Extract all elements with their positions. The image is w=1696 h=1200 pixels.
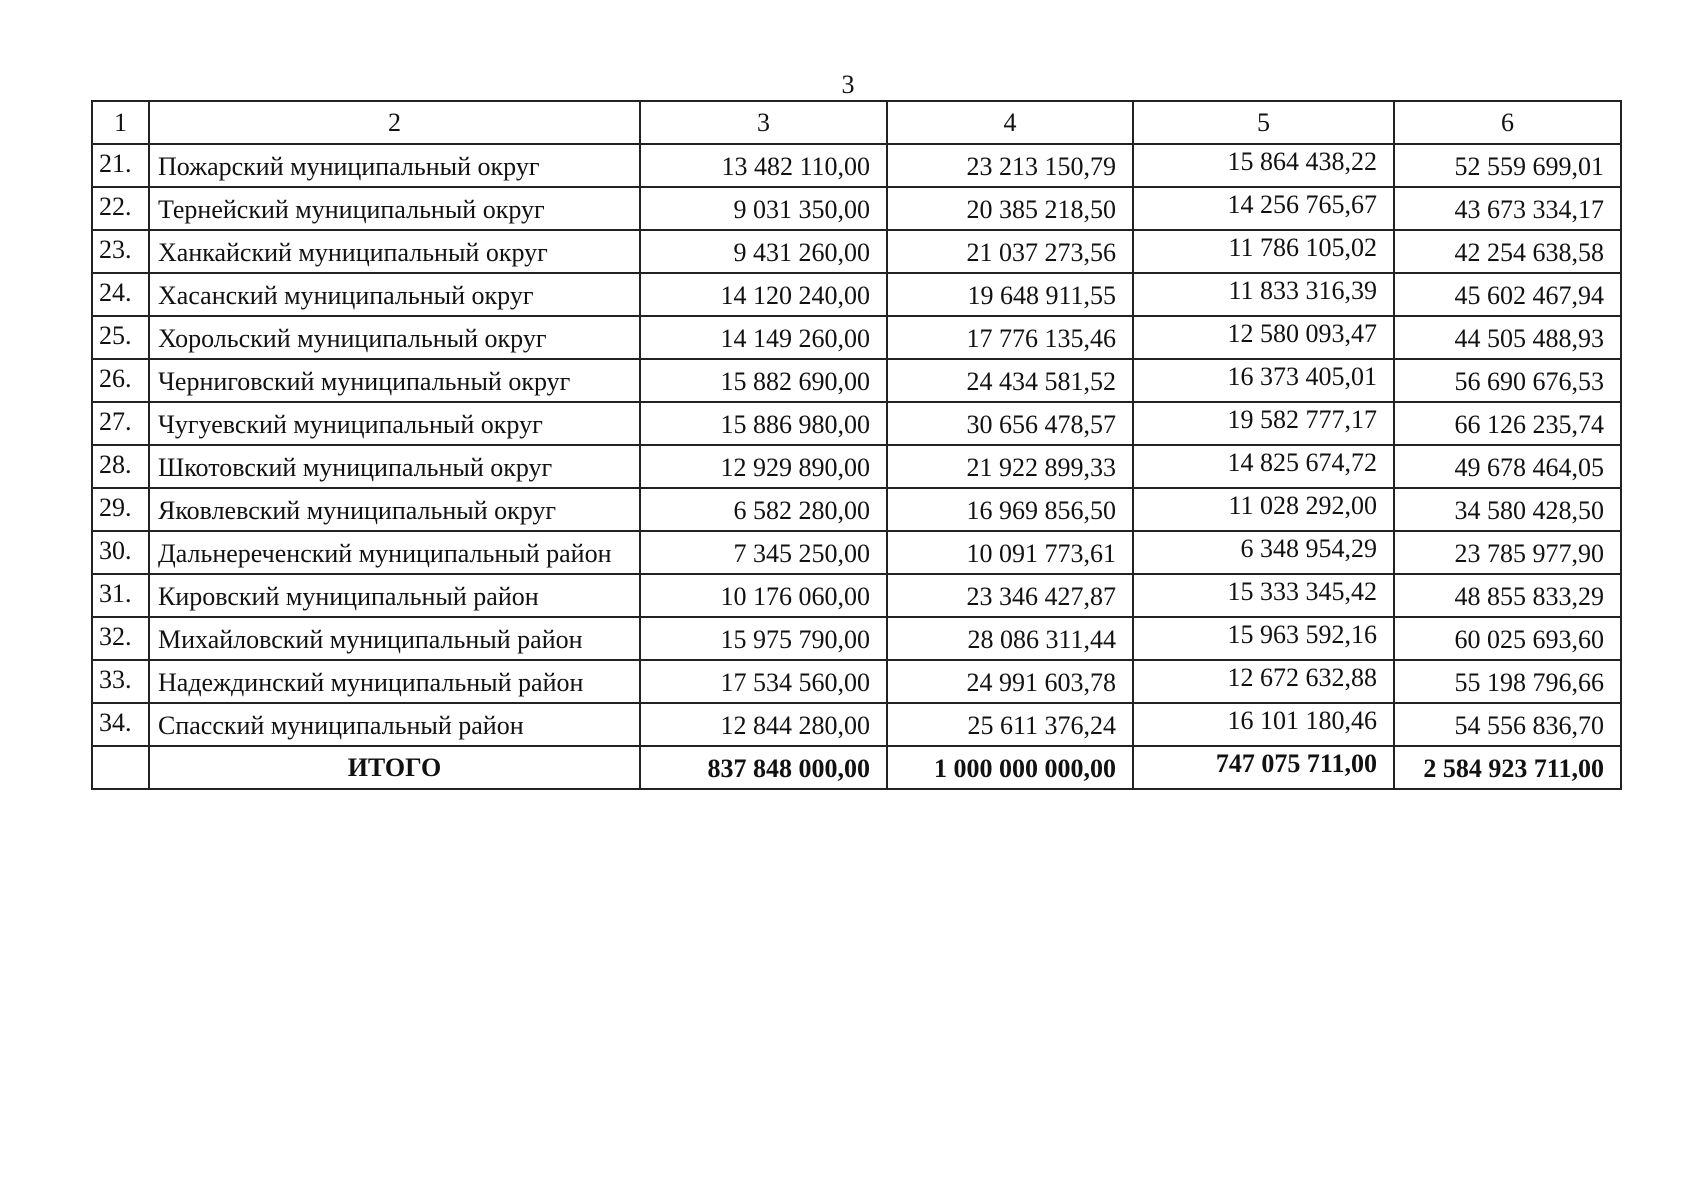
column-4-value-cell: 21 922 899,33 bbox=[887, 445, 1133, 488]
column-3-value-cell: 15 882 690,00 bbox=[640, 359, 887, 402]
column-5-value-cell: 11 028 292,00 bbox=[1133, 488, 1394, 531]
column-6-value-cell: 45 602 467,94 bbox=[1394, 273, 1621, 316]
table-row bbox=[92, 187, 1621, 230]
table-row bbox=[92, 574, 1621, 617]
table-row bbox=[92, 617, 1621, 660]
column-4-value-cell: 25 611 376,24 bbox=[887, 703, 1133, 746]
row-number-cell: 25. bbox=[92, 316, 149, 359]
municipality-name-cell: Ханкайский муниципальный округ bbox=[149, 230, 640, 273]
row-number-cell: 31. bbox=[92, 574, 149, 617]
municipality-name-cell: Пожарский муниципальный округ bbox=[149, 144, 640, 187]
table-row bbox=[92, 144, 1621, 187]
row-number-cell: 33. bbox=[92, 660, 149, 703]
table-row bbox=[92, 402, 1621, 445]
municipality-name-cell: Хорольский муниципальный округ bbox=[149, 316, 640, 359]
header-cell: 3 bbox=[640, 101, 887, 144]
table-header-row bbox=[92, 101, 1621, 144]
column-6-value-cell: 42 254 638,58 bbox=[1394, 230, 1621, 273]
header-cell: 1 bbox=[92, 101, 149, 144]
column-4-value-cell: 24 434 581,52 bbox=[887, 359, 1133, 402]
table-row bbox=[92, 316, 1621, 359]
row-number-cell: 21. bbox=[92, 144, 149, 187]
table-row bbox=[92, 531, 1621, 574]
column-5-value-cell: 12 672 632,88 bbox=[1133, 660, 1394, 703]
column-6-value-cell: 55 198 796,66 bbox=[1394, 660, 1621, 703]
column-5-value-cell: 15 963 592,16 bbox=[1133, 617, 1394, 660]
municipality-name-cell: Михайловский муниципальный район bbox=[149, 617, 640, 660]
column-6-value-cell: 23 785 977,90 bbox=[1394, 531, 1621, 574]
total-row bbox=[92, 746, 1621, 789]
municipality-name-cell: Яковлевский муниципальный округ bbox=[149, 488, 640, 531]
row-number-cell: 32. bbox=[92, 617, 149, 660]
column-3-value-cell: 9 031 350,00 bbox=[640, 187, 887, 230]
municipality-name-cell: Спасский муниципальный район bbox=[149, 703, 640, 746]
column-3-value-cell: 12 844 280,00 bbox=[640, 703, 887, 746]
table-row bbox=[92, 230, 1621, 273]
column-5-value-cell: 11 786 105,02 bbox=[1133, 230, 1394, 273]
column-4-value-cell: 17 776 135,46 bbox=[887, 316, 1133, 359]
column-3-value-cell: 7 345 250,00 bbox=[640, 531, 887, 574]
header-cell: 5 bbox=[1133, 101, 1394, 144]
municipality-name-cell: Шкотовский муниципальный округ bbox=[149, 445, 640, 488]
row-number-cell: 23. bbox=[92, 230, 149, 273]
column-4-value-cell: 10 091 773,61 bbox=[887, 531, 1133, 574]
row-number-cell: 34. bbox=[92, 703, 149, 746]
allocation-table bbox=[91, 100, 1622, 790]
column-3-value-cell: 17 534 560,00 bbox=[640, 660, 887, 703]
column-4-value-cell: 16 969 856,50 bbox=[887, 488, 1133, 531]
column-5-value-cell: 14 825 674,72 bbox=[1133, 445, 1394, 488]
table-row bbox=[92, 273, 1621, 316]
column-3-value-cell: 14 120 240,00 bbox=[640, 273, 887, 316]
column-4-value-cell: 23 213 150,79 bbox=[887, 144, 1133, 187]
column-6-value-cell: 44 505 488,93 bbox=[1394, 316, 1621, 359]
table-row bbox=[92, 488, 1621, 531]
row-number-cell: 28. bbox=[92, 445, 149, 488]
column-4-value-cell: 20 385 218,50 bbox=[887, 187, 1133, 230]
column-4-value-cell: 23 346 427,87 bbox=[887, 574, 1133, 617]
column-6-value-cell: 49 678 464,05 bbox=[1394, 445, 1621, 488]
municipality-name-cell: Надеждинский муниципальный район bbox=[149, 660, 640, 703]
column-4-value-cell: 30 656 478,57 bbox=[887, 402, 1133, 445]
header-cell: 6 bbox=[1394, 101, 1621, 144]
table-row bbox=[92, 703, 1621, 746]
column-3-value-cell: 15 975 790,00 bbox=[640, 617, 887, 660]
municipality-name-cell: Хасанский муниципальный округ bbox=[149, 273, 640, 316]
column-5-value-cell: 12 580 093,47 bbox=[1133, 316, 1394, 359]
total-column-6-cell: 2 584 923 711,00 bbox=[1394, 746, 1621, 789]
total-column-5-cell: 747 075 711,00 bbox=[1133, 746, 1394, 789]
municipality-name-cell: Кировский муниципальный район bbox=[149, 574, 640, 617]
column-6-value-cell: 34 580 428,50 bbox=[1394, 488, 1621, 531]
row-number-cell: 26. bbox=[92, 359, 149, 402]
column-3-value-cell: 10 176 060,00 bbox=[640, 574, 887, 617]
column-5-value-cell: 16 373 405,01 bbox=[1133, 359, 1394, 402]
column-5-value-cell: 15 333 345,42 bbox=[1133, 574, 1394, 617]
column-5-value-cell: 11 833 316,39 bbox=[1133, 273, 1394, 316]
column-5-value-cell: 6 348 954,29 bbox=[1133, 531, 1394, 574]
column-6-value-cell: 52 559 699,01 bbox=[1394, 144, 1621, 187]
column-6-value-cell: 54 556 836,70 bbox=[1394, 703, 1621, 746]
column-4-value-cell: 21 037 273,56 bbox=[887, 230, 1133, 273]
column-5-value-cell: 19 582 777,17 bbox=[1133, 402, 1394, 445]
column-3-value-cell: 13 482 110,00 bbox=[640, 144, 887, 187]
total-column-4-cell: 1 000 000 000,00 bbox=[887, 746, 1133, 789]
total-column-3-cell: 837 848 000,00 bbox=[640, 746, 887, 789]
column-3-value-cell: 15 886 980,00 bbox=[640, 402, 887, 445]
row-number-cell: 22. bbox=[92, 187, 149, 230]
column-4-value-cell: 24 991 603,78 bbox=[887, 660, 1133, 703]
row-number-cell: 27. bbox=[92, 402, 149, 445]
municipality-name-cell: Дальнереченский муниципальный район bbox=[149, 531, 640, 574]
municipality-name-cell: Тернейский муниципальный округ bbox=[149, 187, 640, 230]
row-number-cell: 29. bbox=[92, 488, 149, 531]
column-6-value-cell: 60 025 693,60 bbox=[1394, 617, 1621, 660]
column-6-value-cell: 43 673 334,17 bbox=[1394, 187, 1621, 230]
header-cell: 4 bbox=[887, 101, 1133, 144]
table-row bbox=[92, 359, 1621, 402]
column-3-value-cell: 9 431 260,00 bbox=[640, 230, 887, 273]
row-number-cell: 24. bbox=[92, 273, 149, 316]
column-6-value-cell: 48 855 833,29 bbox=[1394, 574, 1621, 617]
total-empty-cell bbox=[92, 746, 149, 789]
table-row bbox=[92, 445, 1621, 488]
total-label-cell: ИТОГО bbox=[149, 746, 640, 789]
page-number: 3 bbox=[841, 70, 855, 99]
column-6-value-cell: 56 690 676,53 bbox=[1394, 359, 1621, 402]
municipality-name-cell: Черниговский муниципальный округ bbox=[149, 359, 640, 402]
header-cell: 2 bbox=[149, 101, 640, 144]
row-number-cell: 30. bbox=[92, 531, 149, 574]
column-5-value-cell: 14 256 765,67 bbox=[1133, 187, 1394, 230]
table-row bbox=[92, 660, 1621, 703]
column-5-value-cell: 16 101 180,46 bbox=[1133, 703, 1394, 746]
column-5-value-cell: 15 864 438,22 bbox=[1133, 144, 1394, 187]
municipality-name-cell: Чугуевский муниципальный округ bbox=[149, 402, 640, 445]
column-3-value-cell: 6 582 280,00 bbox=[640, 488, 887, 531]
column-3-value-cell: 12 929 890,00 bbox=[640, 445, 887, 488]
column-4-value-cell: 28 086 311,44 bbox=[887, 617, 1133, 660]
column-3-value-cell: 14 149 260,00 bbox=[640, 316, 887, 359]
column-4-value-cell: 19 648 911,55 bbox=[887, 273, 1133, 316]
column-6-value-cell: 66 126 235,74 bbox=[1394, 402, 1621, 445]
